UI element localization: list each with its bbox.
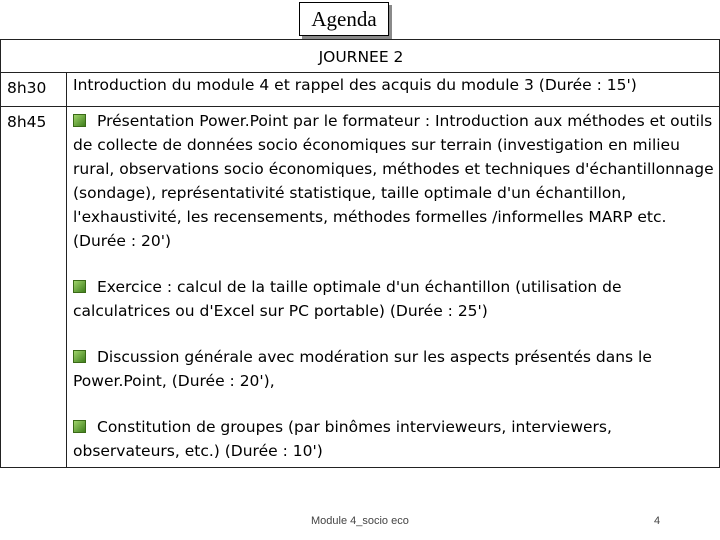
- bullet-item: [73, 275, 715, 323]
- day-header-row: [1, 40, 720, 73]
- agenda-row: [1, 107, 720, 468]
- agenda-table: [0, 39, 720, 468]
- activity-list: [67, 107, 720, 468]
- day-label: JOURNEE 2: [1, 40, 720, 73]
- bullet-text: Exercice : calcul de la taille optimale d'un échantillon (utilisation de calculatrices ou d'Excel sur PC portable) (Durée : 25'): [73, 278, 622, 320]
- bullet-item: [73, 345, 715, 393]
- page-number: 4: [654, 515, 661, 527]
- checkbox-bullet-icon: [73, 114, 86, 127]
- checkbox-bullet-icon: [73, 280, 86, 293]
- bullet-text: Présentation Power.Point par le formateur : Introduction aux méthodes et outils de collecte de données socio économiques sur terrain (investigation en milieu rural, observations socio économiques, méthodes et techniques d'échantillonnage (sondage), représentativité statistique, taille optimale d'un échantillon, l'exhaustivité, les recensements, méthodes formelles /informelles MARP etc. (Durée : 20'): [73, 112, 714, 250]
- bullet-item: [73, 415, 715, 463]
- bullet-text: Constitution de groupes (par binômes intervieweurs, interviewers, observateurs, etc.) (Durée : 10'): [73, 418, 612, 460]
- footer-label: Module 4_socio eco: [311, 515, 409, 527]
- agenda-row: [1, 73, 720, 107]
- checkbox-bullet-icon: [73, 350, 86, 363]
- time-cell: 8h45: [1, 107, 67, 468]
- bullet-item: [73, 109, 715, 253]
- checkbox-bullet-icon: [73, 420, 86, 433]
- activity-cell: Introduction du module 4 et rappel des acquis du module 3 (Durée : 15'): [67, 73, 720, 107]
- agenda-title: Agenda: [299, 2, 389, 36]
- time-cell: 8h30: [1, 73, 67, 107]
- bullet-text: Discussion générale avec modération sur les aspects présentés dans le Power.Point, (Durée : 20'),: [73, 348, 652, 390]
